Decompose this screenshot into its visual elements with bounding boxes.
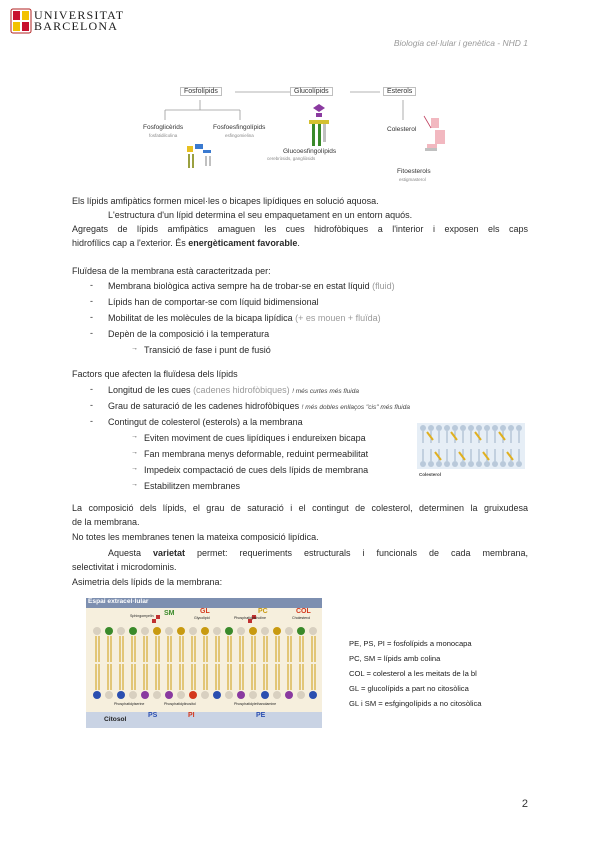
dash-marker: - [90,416,93,426]
phosphoglycerides-sub: fosfatidilcolina [149,133,178,138]
fluidity-title: Fluïdesa de la membrana està caracteritzada per: [72,266,271,276]
para2-line3: No totes les membranes tenen la mateixa composició lipídica. [72,532,319,542]
factors-sub-4: Estabilitzen membranes [144,481,241,491]
pe-label: PE [256,712,266,719]
gl-label: GL [200,608,210,615]
cytosol-label: Citosol [104,716,127,723]
pc-name: Phosphatidylcholine [234,616,266,620]
energetically-favourable: energèticament favorable [188,238,298,248]
glycosphingolipids-label: Glucoesfingolípids [283,148,337,155]
pi-label: PI [188,712,195,719]
pc-label: PC [258,608,268,615]
para2-line2: de la membrana. [72,517,140,527]
dash-marker: - [90,296,93,306]
pe-name: Phosphatidylethanolamine [234,702,277,706]
fluidity-bullet-2: Lípids han de comportar-se com líquid bidimensional [108,297,319,307]
factors-bullet-3: Contingut de colesterol (esterols) a la membrana [108,417,303,427]
gl-name: Glycolipid [194,616,210,620]
phospholipids-box: Fosfolípids [180,87,222,96]
dash-marker: - [90,384,93,394]
university-shield-logo [10,8,32,34]
cholesterol-label: Colesterol [387,126,417,133]
para1-line3: Agregats de lípids amfipàtics amaguen les cues hidrofòbiques a l'interior i exposen els caps [72,224,528,234]
sm-label: SM [164,610,175,617]
dash-marker: - [90,328,93,338]
lipid-classes-figure [135,80,475,190]
dash-marker: - [90,280,93,290]
para2-line5: selectivitat i microdominis. [72,562,177,572]
ps-name: Phosphatidylserine [114,702,145,706]
fluidity-subbullet: Transició de fase i punt de fusió [144,345,271,355]
phosphosphingolipids-label: Fosfoesfingolípids [213,124,266,131]
legend-line-5: GL i SM = esfgingolípids a no citosòlica [349,699,482,708]
page-number: 2 [521,798,528,810]
university-name-line1: UNIVERSITAT [34,8,125,22]
legend-line-4: GL = glucolípids a part no citosòlica [349,684,469,693]
phosphoglycerides-label: Fosfoglicèrids [143,124,184,131]
para1-line4: hidrofílics cap a l'exterior. És energèticament favorable. [72,238,300,248]
arrow-marker: → [131,481,138,488]
fluidity-bullet-4: Depèn de la composició i la temperatura [108,329,270,339]
factors-sub-2: Fan membrana menys deformable, reduint permeabilitat [144,449,369,459]
factors-bullet-1: Longitud de les cues (cadenes hidrofòbiques) ! més curtes més fluida [108,385,359,395]
ps-label: PS [148,712,158,719]
extracellular-label: Espai extracel·lular [88,598,149,605]
mini-figure-caption: Colesterol [419,472,442,477]
dash-marker: - [90,312,93,322]
phosphosphingolipids-sub: esfingomielina [225,133,254,138]
membrane-asymmetry-figure [86,598,322,728]
phytosterols-label: Fitoesterols [397,168,431,175]
para2-line4: Aquesta varietat permet: requeriments estructurals i funcionals de cada membrana, [108,548,528,558]
col-label: COL [296,608,311,615]
para1-line1: Els lípids amfipàtics formen micel·les o bicapes lipídiques en solució aquosa. [72,196,379,206]
glycolipids-box: Glucolípids [290,87,333,96]
legend-line-2: PC, SM = lípids amb colina [349,654,441,663]
phytosterols-sub: estigmasterol [399,177,426,182]
sm-name: Sphingomyelin [130,614,154,618]
legend-line-3: COL = colesterol a les meitats de la bl [349,669,477,678]
university-name-line2: BARCELONA [34,19,119,33]
arrow-marker: → [131,465,138,472]
col-name: Cholesterol [292,616,311,620]
variety-word: varietat [153,548,186,558]
factors-sub-1: Eviten moviment de cues lipídiques i endureixen bicapa [144,433,366,443]
dash-marker: - [90,400,93,410]
factors-bullet-2: Grau de saturació de les cadenes hidrofòbiques ! més dobles enllaços "cis" més fluida [108,401,410,411]
pi-name: Phosphatidylinositol [164,702,196,706]
glycosphingolipids-sub: cerebròsids, gangliòsids [267,156,316,161]
fluidity-bullet-1: Membrana biològica activa sempre ha de trobar-se en estat líquid (fluid) [108,281,395,291]
fluidity-bullet-3: Mobilitat de les molècules de la bicapa lipídica (+ es mouen + fluïda) [108,313,381,323]
factors-sub-3: Impedeix compactació de cues dels lípids de membrana [144,465,369,475]
course-title: Biologia cel·lular i genètica - NHD 1 [393,38,528,48]
factors-title: Factors que afecten la fluïdesa dels lípids [72,369,238,379]
para1-line2: L'estructura d'un lípid determina el seu empaquetament en un entorn aquós. [108,210,413,220]
para2-line1: La composició dels lípids, el grau de saturació i el contingut de colesterol, determinen la gruixudesa [72,503,528,513]
legend-line-1: PE, PS, PI = fosfolípids a monocapa [349,639,472,648]
arrow-marker: → [131,433,138,440]
arrow-marker: → [131,449,138,456]
sterols-box: Esterols [383,87,416,96]
para2-line6: Asimetria dels lípids de la membrana: [72,577,223,587]
arrow-marker: → [131,345,138,352]
